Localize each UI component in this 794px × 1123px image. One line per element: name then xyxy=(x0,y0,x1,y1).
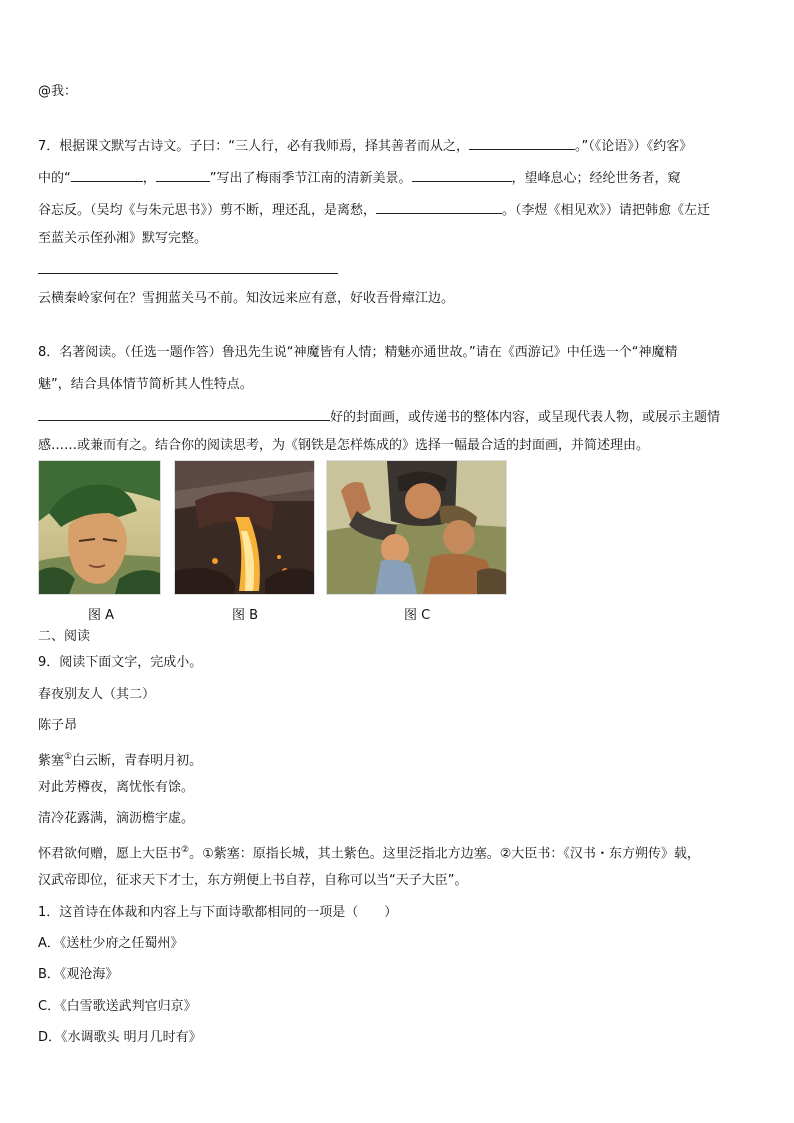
poem-author: 陈子昂 xyxy=(38,718,78,733)
q7-answer-line[interactable] xyxy=(38,273,338,274)
q7-answer-text: 云横秦岭家何在？雪拥蓝关马不前。知汝远来应有意，好收吾骨瘴江边。 xyxy=(38,291,455,306)
q9-sub-question-1: 1．这首诗在体裁和内容上与下面诗歌都相同的一项是（ ） xyxy=(38,905,398,920)
poem-notes-cont: 汉武帝即位，征求天下才士，东方朔便上书自荐，自称可以当“天子大臣”。 xyxy=(38,873,468,888)
q7-blank-4[interactable] xyxy=(412,167,512,182)
q7-line-3-a: 谷忘反。（吴均《与朱元思书》）剪不断，理还乱，是离愁， xyxy=(38,203,377,218)
q8-line-3-text: 好的封面画，或传递书的整体内容，或呈现代表人物，或展示主题情 xyxy=(330,410,721,425)
q7-line-1-b: 。”（《论语》）《约客》 xyxy=(575,139,693,154)
option-d[interactable]: D．《水调歌头 明月几时有》 xyxy=(38,1030,202,1045)
q7-blank-2[interactable] xyxy=(71,167,143,182)
poem-line-1-b: 白云断，青春明月初。 xyxy=(72,753,203,769)
cover-image-c xyxy=(326,460,507,595)
top-text: @我： xyxy=(38,84,78,99)
q7-line-1-a: 7．根据课文默写古诗文。子曰：“三人行，必有我师焉，择其善者而从之， xyxy=(38,139,470,154)
q7-line-2-c: ”写出了梅雨季节江南的清新美景。 xyxy=(209,171,412,186)
q7-line-3 xyxy=(38,199,710,220)
cover-image-a xyxy=(38,460,161,595)
q7-line-4: 至蓝关示侄孙湘》默写完整。 xyxy=(38,231,208,246)
section-heading: 二、阅读 xyxy=(38,629,91,644)
poem-line-1 xyxy=(38,748,202,770)
footnote-mark-1: ① xyxy=(64,752,73,762)
q8-line-2: 魅”，结合具体情节简析其人性特点。 xyxy=(38,377,253,392)
q7-blank-3[interactable] xyxy=(156,167,210,182)
footnote-mark-2: ② xyxy=(181,845,190,855)
q7-line-1 xyxy=(38,135,692,156)
q7-line-2-b: ， xyxy=(142,171,156,186)
cover-image-b xyxy=(174,460,315,595)
poem-line-2: 对此芳樽夜，离忧怅有馀。 xyxy=(38,780,195,795)
option-a[interactable]: A．《送杜少府之任蜀州》 xyxy=(38,936,184,951)
q8-answer-blank[interactable] xyxy=(38,406,330,421)
caption-a: 图 A xyxy=(88,608,115,623)
q8-line-3 xyxy=(38,406,720,427)
q7-blank-5[interactable] xyxy=(376,199,502,214)
q7-blank-1[interactable] xyxy=(469,135,575,150)
caption-c: 图 C xyxy=(404,608,431,623)
q7-line-3-b: 。（李煜《相见欢》）请把韩愈《左迁 xyxy=(502,203,711,218)
poem-notes: 。①紫塞：原指长城，其土紫色。这里泛指北方边塞。②大臣书：《汉书・东方朔传》载， xyxy=(189,846,700,862)
q8-line-1: 8．名著阅读。（任选一题作答）鲁迅先生说“神魔皆有人情；精魅亦通世故。”请在《西游记》中任选一个“神魔精 xyxy=(38,345,678,360)
q7-line-2-a: 中的“ xyxy=(38,171,71,186)
q9-intro: 9．阅读下面文字，完成小。 xyxy=(38,655,203,670)
poem-line-4-and-notes xyxy=(38,841,700,863)
q8-line-4: 感……或兼而有之。结合你的阅读思考，为《钢铁是怎样炼成的》选择一幅最合适的封面画，并简述理由。 xyxy=(38,438,650,453)
option-b[interactable]: B．《观沧海》 xyxy=(38,967,119,982)
poem-title: 春夜别友人（其二） xyxy=(38,687,156,702)
option-c[interactable]: C．《白雪歌送武判官归京》 xyxy=(38,999,197,1014)
q7-line-2-d: ，望峰息心；经纶世务者，窥 xyxy=(511,171,681,186)
poem-line-4-a: 怀君欲何赠，愿上大臣书 xyxy=(38,846,182,862)
caption-b: 图 B xyxy=(232,608,259,623)
poem-line-3: 清冷花露满，滴沥檐宇虚。 xyxy=(38,811,195,826)
q7-line-2 xyxy=(38,167,681,188)
poem-line-1-a: 紫塞 xyxy=(38,753,65,769)
